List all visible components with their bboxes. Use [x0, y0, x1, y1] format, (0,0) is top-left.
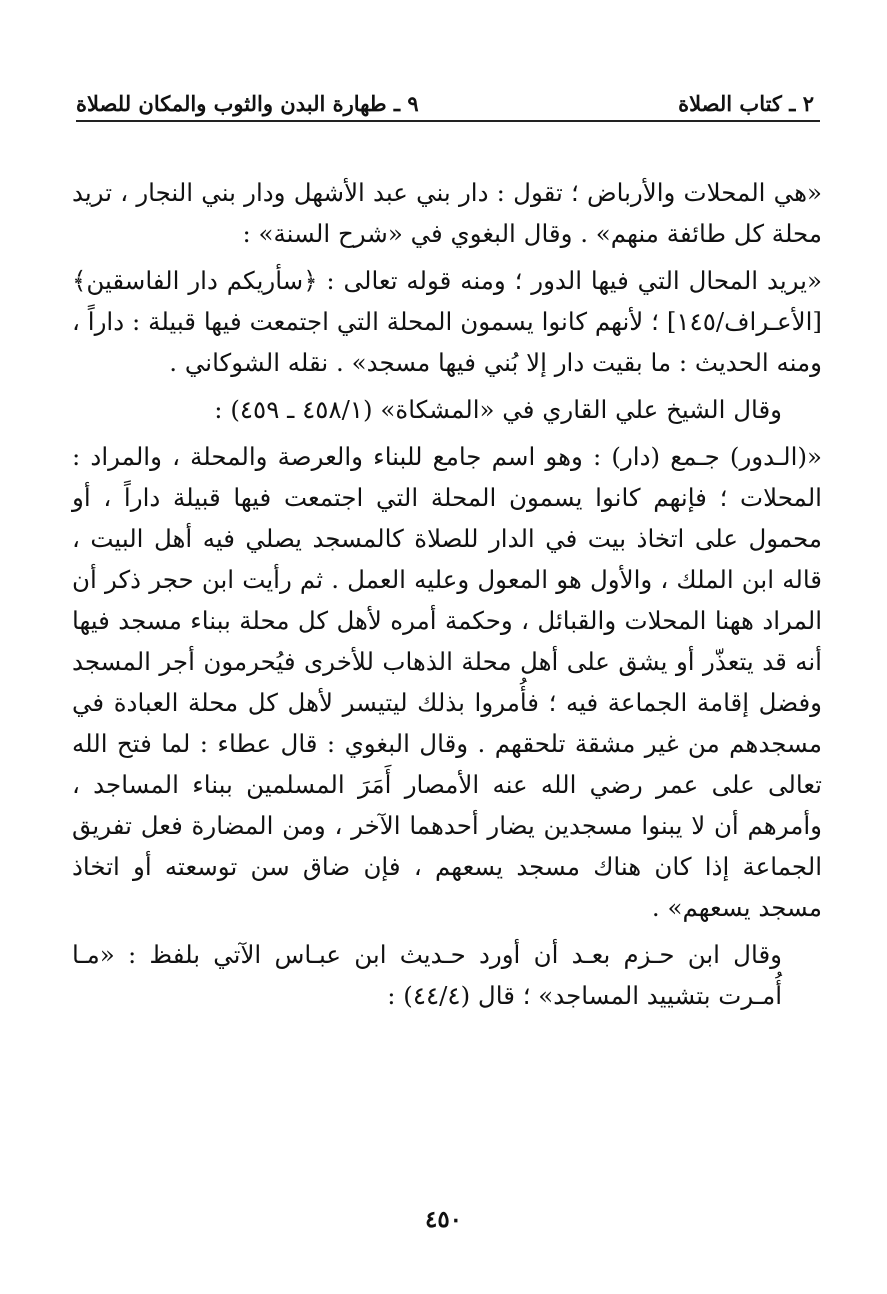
paragraph-2: «يريد المحال التي فيها الدور ؛ ومنه قوله تعالى : ﴿سأريكم دار الفاسقين﴾ [الأعـراف/١٤٥] ؛ لأنهم كانوا يسمون المحلة التي اجتمعت فيها قبيلة : داراً ، ومنه الحديث : ما بقيت دار إلا بُني فيها مسجد» . نقله الشوكاني . — [72, 266, 822, 377]
paragraph-4: «(الـدور) جـمع (دار) : وهو اسم جامع للبناء والعرصة والمحلة ، والمراد : المحلات ؛ فإنهم كانوا يسمون المحلة التي اجتمعت فيها قبيلة داراً ، أو محمول على اتخاذ بيت في الدار للصلاة كالمسجد يصلي فيه أهل البيت ، قاله ابن الملك ، والأول هو المعول وعليه العمل . ثم رأيت ابن حجر ذكر أن المراد ههنا المحلات والقبائل ، وحكمة أمره لأهل كل محلة ببناء مسجد فيها أنه قد يتعذّر أو يشق على أهل محلة الذهاب للأخرى فيُحرمون أجر المسجد وفضل إقامة الجماعة فيه ؛ فأُمروا بذلك ليتيسر لأهل كل محلة العبادة في مسجدهم من غير مشقة تلحقهم . وقال البغوي : قال عطاء : لما فتح الله تعالى على عمر رضي الله عنه الأمصار أَمَرَ المسلمين ببناء المساجد ، وأمرهم أن لا يبنوا مسجدين يضار أحدهما الآخر ، ومن المضارة فعل تفريق الجماعة إذا كان هناك مسجد يسعهم ، فإن ضاق سن توسعته أو اتخاذ مسجد يسعهم» . — [72, 442, 822, 922]
header-rule — [76, 120, 820, 122]
header-book-title: ٢ ـ كتاب الصلاة — [678, 91, 814, 116]
header-chapter-title: ٩ ـ طهارة البدن والثوب والمكان للصلاة — [76, 91, 419, 116]
running-header — [76, 82, 814, 116]
paragraph-1: «هي المحلات والأرباض ؛ تقول : دار بني عبد الأشهل ودار بني النجار ، تريد محلة كل طائفة منهم» . وقال البغوي في «شرح السنة» : — [72, 178, 822, 248]
body-text — [72, 172, 822, 1022]
paragraph-5: وقال ابن حـزم بعـد أن أورد حـديث ابن عبـاس الآتي بلفظ : «مـا أُمـرت بتشييد المساجد» ؛ قال (٤٤/٤) : — [72, 940, 782, 1010]
page-number: ٤٥٠ — [424, 1206, 463, 1233]
paragraph-3: وقال الشيخ علي القاري في «المشكاة» (٤٥٨/١ ـ ٤٥٩) : — [214, 395, 782, 424]
